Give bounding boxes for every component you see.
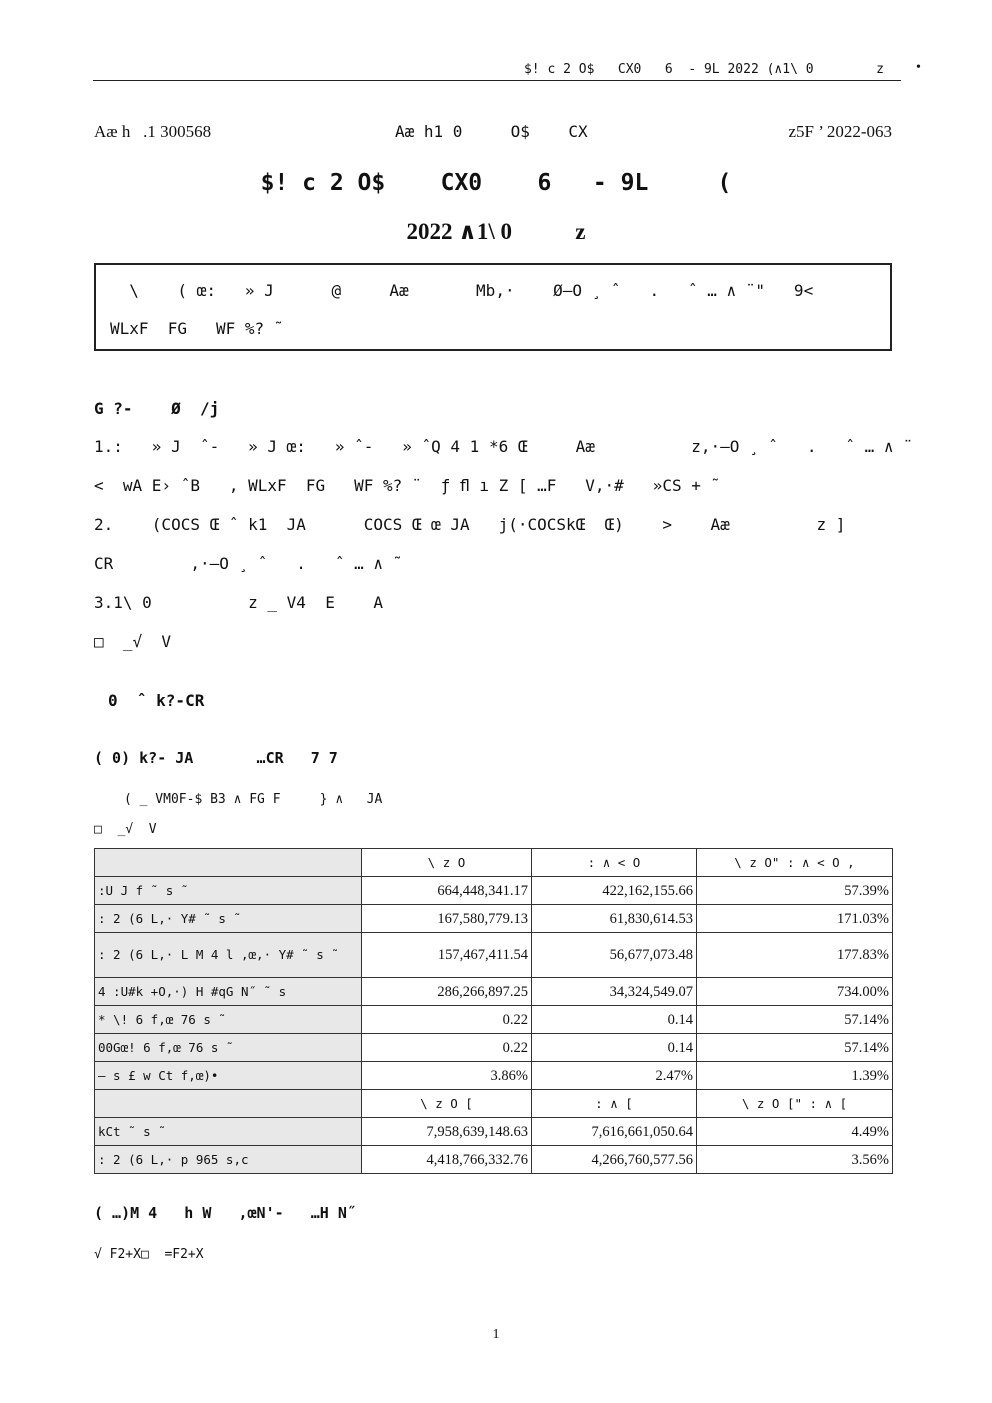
row-value: 0.14 bbox=[532, 1034, 697, 1062]
row-label: : 2 (6 L,· p 965 s,c bbox=[95, 1146, 362, 1174]
row-value: 422,162,155.66 bbox=[532, 877, 697, 905]
table-header-cell bbox=[95, 849, 362, 877]
row-label: * \! 6 f,œ 76 s ˜ bbox=[95, 1006, 362, 1034]
table-header-cell bbox=[95, 1090, 362, 1118]
restatement-note: ( _ VM0F-$ B3 ∧ FG F } ∧ JA bbox=[124, 792, 383, 807]
row-value: 0.22 bbox=[362, 1006, 532, 1034]
row-value: 56,677,073.48 bbox=[532, 933, 697, 978]
notice-item-1-line2: < wA E› ˆB , WLxF FG WF %? ¨ ƒ ﬂ ı Z [ …F V,·# »CS + ˜ bbox=[94, 476, 721, 495]
table-header-row bbox=[95, 1090, 893, 1118]
row-value: 57.39% bbox=[697, 877, 893, 905]
row-value: 57.14% bbox=[697, 1034, 893, 1062]
table-header-cell: \ z O [" : ∧ [ bbox=[697, 1090, 893, 1118]
table-header-cell: : ∧ [ bbox=[532, 1090, 697, 1118]
notice-item-1-line1: 1.: » J ˆ- » J œ: » ˆ- » ˆQ 4 1 *6 Œ Aæ z,·–O ¸ ˆ . ˆ … ∧ ¨ bbox=[94, 437, 913, 456]
notice-item-2-line1: 2. (COCS Œ ˆ k1 JA COCS Œ œ JA j(·COCSkŒ Œ) > Aæ z ] bbox=[94, 515, 846, 534]
row-value: 34,324,549.07 bbox=[532, 978, 697, 1006]
page-number: 1 bbox=[492, 1327, 500, 1342]
row-label: 4 :U#k +O,·) H #qG N˝ ˜ s bbox=[95, 978, 362, 1006]
table-row bbox=[95, 978, 893, 1006]
announcement-number: z5F ’ 2022-063 bbox=[788, 122, 892, 141]
row-value: 0.14 bbox=[532, 1006, 697, 1034]
row-label: 00Gœ! 6 f,œ 76 s ˜ bbox=[95, 1034, 362, 1062]
audit-checkbox-line: □ _√ V bbox=[94, 632, 172, 651]
key-financial-data-table bbox=[94, 848, 893, 1174]
row-value: 664,448,341.17 bbox=[362, 877, 532, 905]
header-divider bbox=[93, 80, 901, 81]
document-title-line1: $! c 2 O$ CX0 6 - 9L ( bbox=[260, 170, 732, 196]
row-value: 3.86% bbox=[362, 1062, 532, 1090]
running-header: $! c 2 O$ CX0 6 - 9L 2022 (∧1\ 0 z bbox=[523, 62, 884, 77]
table-header-cell: \ z O [ bbox=[362, 1090, 532, 1118]
row-value: 1.39% bbox=[697, 1062, 893, 1090]
table-header-cell: \ z O" : ∧ < O , bbox=[697, 849, 893, 877]
table-row bbox=[95, 1118, 893, 1146]
statement-line1: \ ( œ: » J @ Aæ Mb,· Ø–O ¸ ˆ . ˆ … ∧ ¨" 9< bbox=[110, 281, 814, 300]
notice-item-2-line2: CR ,·–O ¸ ˆ . ˆ … ∧ ˜ bbox=[94, 554, 403, 573]
row-value: 157,467,411.54 bbox=[362, 933, 532, 978]
row-value: 4.49% bbox=[697, 1118, 893, 1146]
row-value: 2.47% bbox=[532, 1062, 697, 1090]
row-value: 177.83% bbox=[697, 933, 893, 978]
table-row bbox=[95, 905, 893, 933]
statement-line2: WLxF FG WF %? ˜ bbox=[110, 319, 284, 338]
row-value: 7,958,639,148.63 bbox=[362, 1118, 532, 1146]
section-financial-data-heading: 0 ˆ k?-CR bbox=[108, 691, 205, 710]
stock-code: Aæ h .1 300568 bbox=[94, 122, 212, 141]
row-value: 7,616,661,050.64 bbox=[532, 1118, 697, 1146]
table-row bbox=[95, 1034, 893, 1062]
table-header-cell: : ∧ < O bbox=[532, 849, 697, 877]
restatement-checkbox-line: □ _√ V bbox=[94, 822, 157, 837]
row-value: 4,418,766,332.76 bbox=[362, 1146, 532, 1174]
stock-abbreviation: Aæ h1 0 O$ CX bbox=[395, 122, 588, 141]
table-header-cell: \ z O bbox=[362, 849, 532, 877]
subsection-key-data-heading: ( 0) k?- JA …CR 7 7 bbox=[94, 749, 338, 767]
row-value: 286,266,897.25 bbox=[362, 978, 532, 1006]
table-row bbox=[95, 933, 893, 978]
table-row bbox=[95, 1146, 893, 1174]
row-value: 171.03% bbox=[697, 905, 893, 933]
row-label: : 2 (6 L,· L M 4 l ,œ,· Y# ˜ s ˜ bbox=[95, 933, 362, 978]
table-header-row bbox=[95, 849, 893, 877]
row-value: 4,266,760,577.56 bbox=[532, 1146, 697, 1174]
table-row bbox=[95, 877, 893, 905]
row-label: : 2 (6 L,· Y# ˜ s ˜ bbox=[95, 905, 362, 933]
row-value: 167,580,779.13 bbox=[362, 905, 532, 933]
row-value: 61,830,614.53 bbox=[532, 905, 697, 933]
differences-answer-line: √ F2+X□ =F2+X bbox=[94, 1247, 204, 1262]
row-value: 3.56% bbox=[697, 1146, 893, 1174]
row-value: 734.00% bbox=[697, 978, 893, 1006]
row-value: 0.22 bbox=[362, 1034, 532, 1062]
row-label: — s £ w Ct f,œ)• bbox=[95, 1062, 362, 1090]
row-label: kCt ˜ s ˜ bbox=[95, 1118, 362, 1146]
notice-item-3: 3.1\ 0 z _ V4 E A bbox=[94, 593, 383, 612]
row-value: 57.14% bbox=[697, 1006, 893, 1034]
subsection-differences-heading: ( …)M 4 h W ,œN'- …H N˝ bbox=[94, 1204, 356, 1222]
header-bullet: • bbox=[916, 60, 921, 75]
document-title-line2: 2022 ∧1\ 0 z bbox=[406, 219, 586, 244]
table-row bbox=[95, 1062, 893, 1090]
table-row bbox=[95, 1006, 893, 1034]
statement-box bbox=[94, 263, 892, 351]
section-important-notice-heading: G ?- Ø ∕j bbox=[94, 399, 220, 418]
row-label: :U J f ˜ s ˜ bbox=[95, 877, 362, 905]
